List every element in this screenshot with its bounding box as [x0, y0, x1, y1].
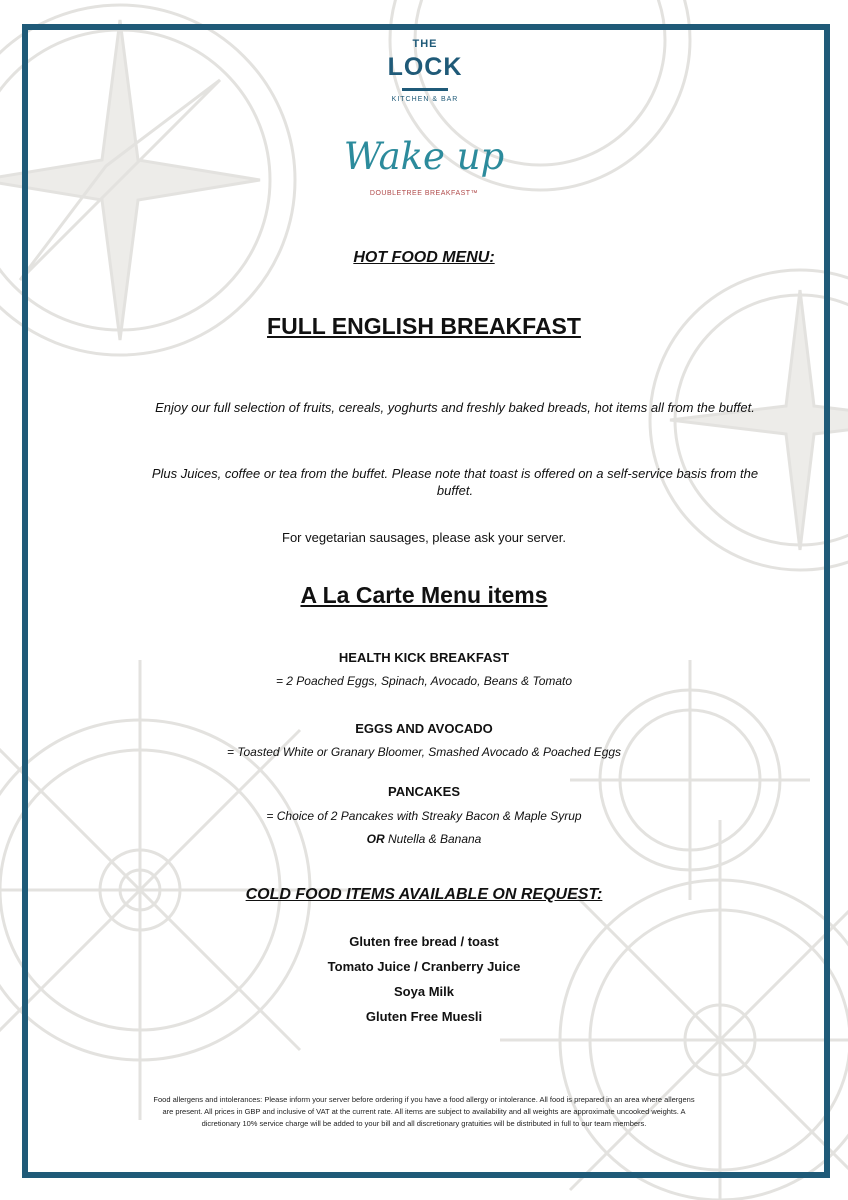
intro-paragraph-1: Enjoy our full selection of fruits, cereals, yoghurts and freshly baked breads, hot items all from the buffet.: [155, 400, 755, 415]
nutella-option-text: Nutella & Banana: [384, 832, 482, 846]
menu-item-title: EGGS AND AVOCADO: [355, 721, 493, 736]
cold-food-item: Tomato Juice / Cranberry Juice: [327, 959, 521, 974]
logo-boat-bar: [402, 88, 448, 91]
logo-lock-text: LOCK: [387, 53, 463, 81]
vegetarian-note: For vegetarian sausages, please ask your server.: [282, 530, 566, 545]
logo-the-text: THE: [412, 38, 438, 50]
menu-item-title: PANCAKES: [388, 784, 460, 799]
allergen-footer-note: Food allergens and intolerances: Please inform your server before ordering if you have a food allergy or intolerance. All food is prepared in an area where allergens are present. All prices in GBP and inclusive of VAT at the current rate. All items are subject to availability and all weights are approximate uncooked weights. A dicretionary 10% service charge will be added to your bill and all discretionary gratuities will be distributed in full to our team members.: [153, 1095, 695, 1128]
the-lock-logo: [380, 38, 470, 118]
menu-item-desc: = Choice of 2 Pancakes with Streaky Bacon & Maple Syrup: [266, 809, 582, 823]
menu-item-title: HEALTH KICK BREAKFAST: [338, 650, 510, 665]
intro-paragraph-2: Plus Juices, coffee or tea from the buffet. Please note that toast is offered on a self-service basis from the buffet.: [151, 466, 759, 498]
cold-food-heading: COLD FOOD ITEMS AVAILABLE ON REQUEST:: [245, 886, 603, 903]
cold-food-item: Gluten Free Muesli: [365, 1009, 483, 1024]
logo-subtitle: KITCHEN & BAR: [391, 96, 459, 103]
or-text: OR: [366, 832, 385, 846]
cold-food-item: Soya Milk: [394, 984, 454, 999]
menu-item-desc: = Toasted White or Granary Bloomer, Smashed Avocado & Poached Eggs: [226, 745, 622, 759]
menu-item-desc: = 2 Poached Eggs, Spinach, Avocado, Beans & Tomato: [275, 674, 573, 688]
hot-food-menu-heading: HOT FOOD MENU:: [353, 249, 495, 266]
cold-food-item: Gluten free bread / toast: [349, 934, 499, 949]
menu-item-desc-line2: [40, 832, 808, 846]
a-la-carte-heading: A La Carte Menu items: [300, 582, 548, 608]
wake-up-title: Wake up: [343, 135, 505, 178]
full-english-breakfast-heading: FULL ENGLISH BREAKFAST: [267, 313, 581, 339]
doubletree-breakfast-tagline: DOUBLETREE BREAKFAST™: [369, 190, 479, 197]
